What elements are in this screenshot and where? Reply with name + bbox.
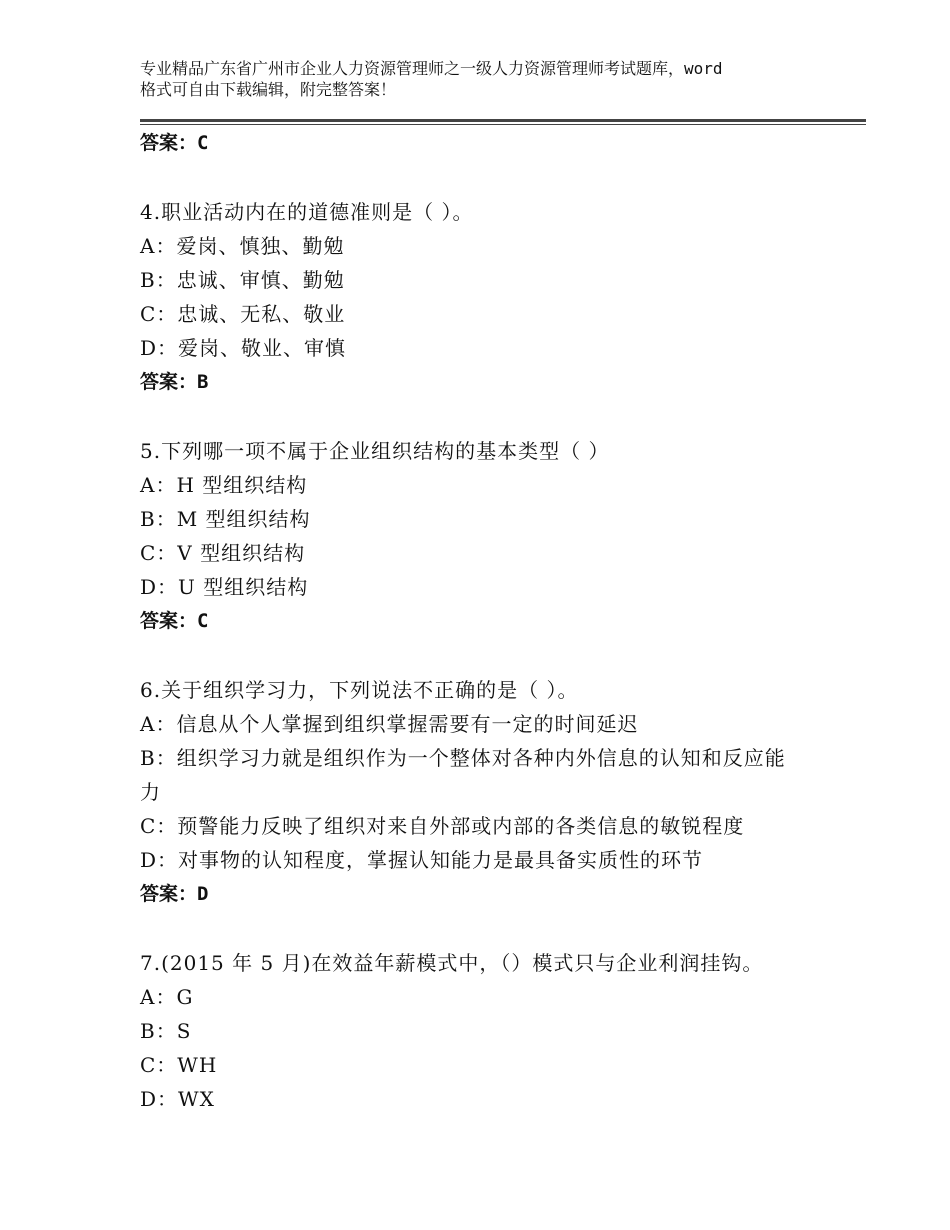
question-7-option-b: B：S — [140, 1019, 192, 1043]
question-4-option-c: C：忠诚、无私、敬业 — [140, 302, 346, 326]
question-4-option-d: D：爱岗、敬业、审慎 — [140, 336, 347, 360]
header-line-2: 格式可自由下载编辑，附完整答案！ — [140, 80, 397, 99]
question-4-answer: 答案：B — [140, 371, 209, 393]
question-4-stem: 4.职业活动内在的道德准则是（ ）。 — [140, 200, 474, 224]
header-divider-thin — [140, 124, 866, 125]
question-4-option-b: B：忠诚、审慎、勤勉 — [140, 268, 345, 292]
question-7-stem: 7.(2015 年 5 月)在效益年薪模式中，（）模式只与企业利润挂钩。 — [140, 951, 764, 975]
question-5-option-b: B：M 型组织结构 — [140, 507, 311, 531]
header-line-1: 专业精品广东省广州市企业人力资源管理师之一级人力资源管理师考试题库，word — [140, 59, 723, 78]
question-6-answer: 答案：D — [140, 883, 209, 905]
question-6-stem: 6.关于组织学习力，下列说法不正确的是（ ）。 — [140, 678, 579, 702]
question-7-option-d: D：WX — [140, 1087, 215, 1111]
question-5-option-a: A：H 型组织结构 — [140, 473, 308, 497]
question-6-option-a: A：信息从个人掌握到组织掌握需要有一定的时间延迟 — [140, 712, 639, 736]
question-7-option-c: C：WH — [140, 1053, 218, 1077]
question-6-option-d: D：对事物的认知程度，掌握认知能力是最具备实质性的环节 — [140, 848, 704, 872]
document-header — [140, 58, 840, 100]
question-6-option-b-continued: 力 — [140, 780, 161, 804]
question-5-option-c: C：V 型组织结构 — [140, 541, 306, 565]
question-5-option-d: D：U 型组织结构 — [140, 575, 309, 599]
question-6-option-b: B：组织学习力就是组织作为一个整体对各种内外信息的认知和反应能 — [140, 746, 786, 770]
question-4-option-a: A：爱岗、慎独、勤勉 — [140, 234, 345, 258]
question-5-answer: 答案：C — [140, 610, 209, 632]
question-7-option-a: A：G — [140, 985, 194, 1009]
question-6-option-c: C：预警能力反映了组织对来自外部或内部的各类信息的敏锐程度 — [140, 814, 745, 838]
answer-prev: 答案：C — [140, 132, 209, 154]
question-5-stem: 5.下列哪一项不属于企业组织结构的基本类型（ ） — [140, 439, 610, 463]
header-divider-thick — [140, 119, 866, 122]
